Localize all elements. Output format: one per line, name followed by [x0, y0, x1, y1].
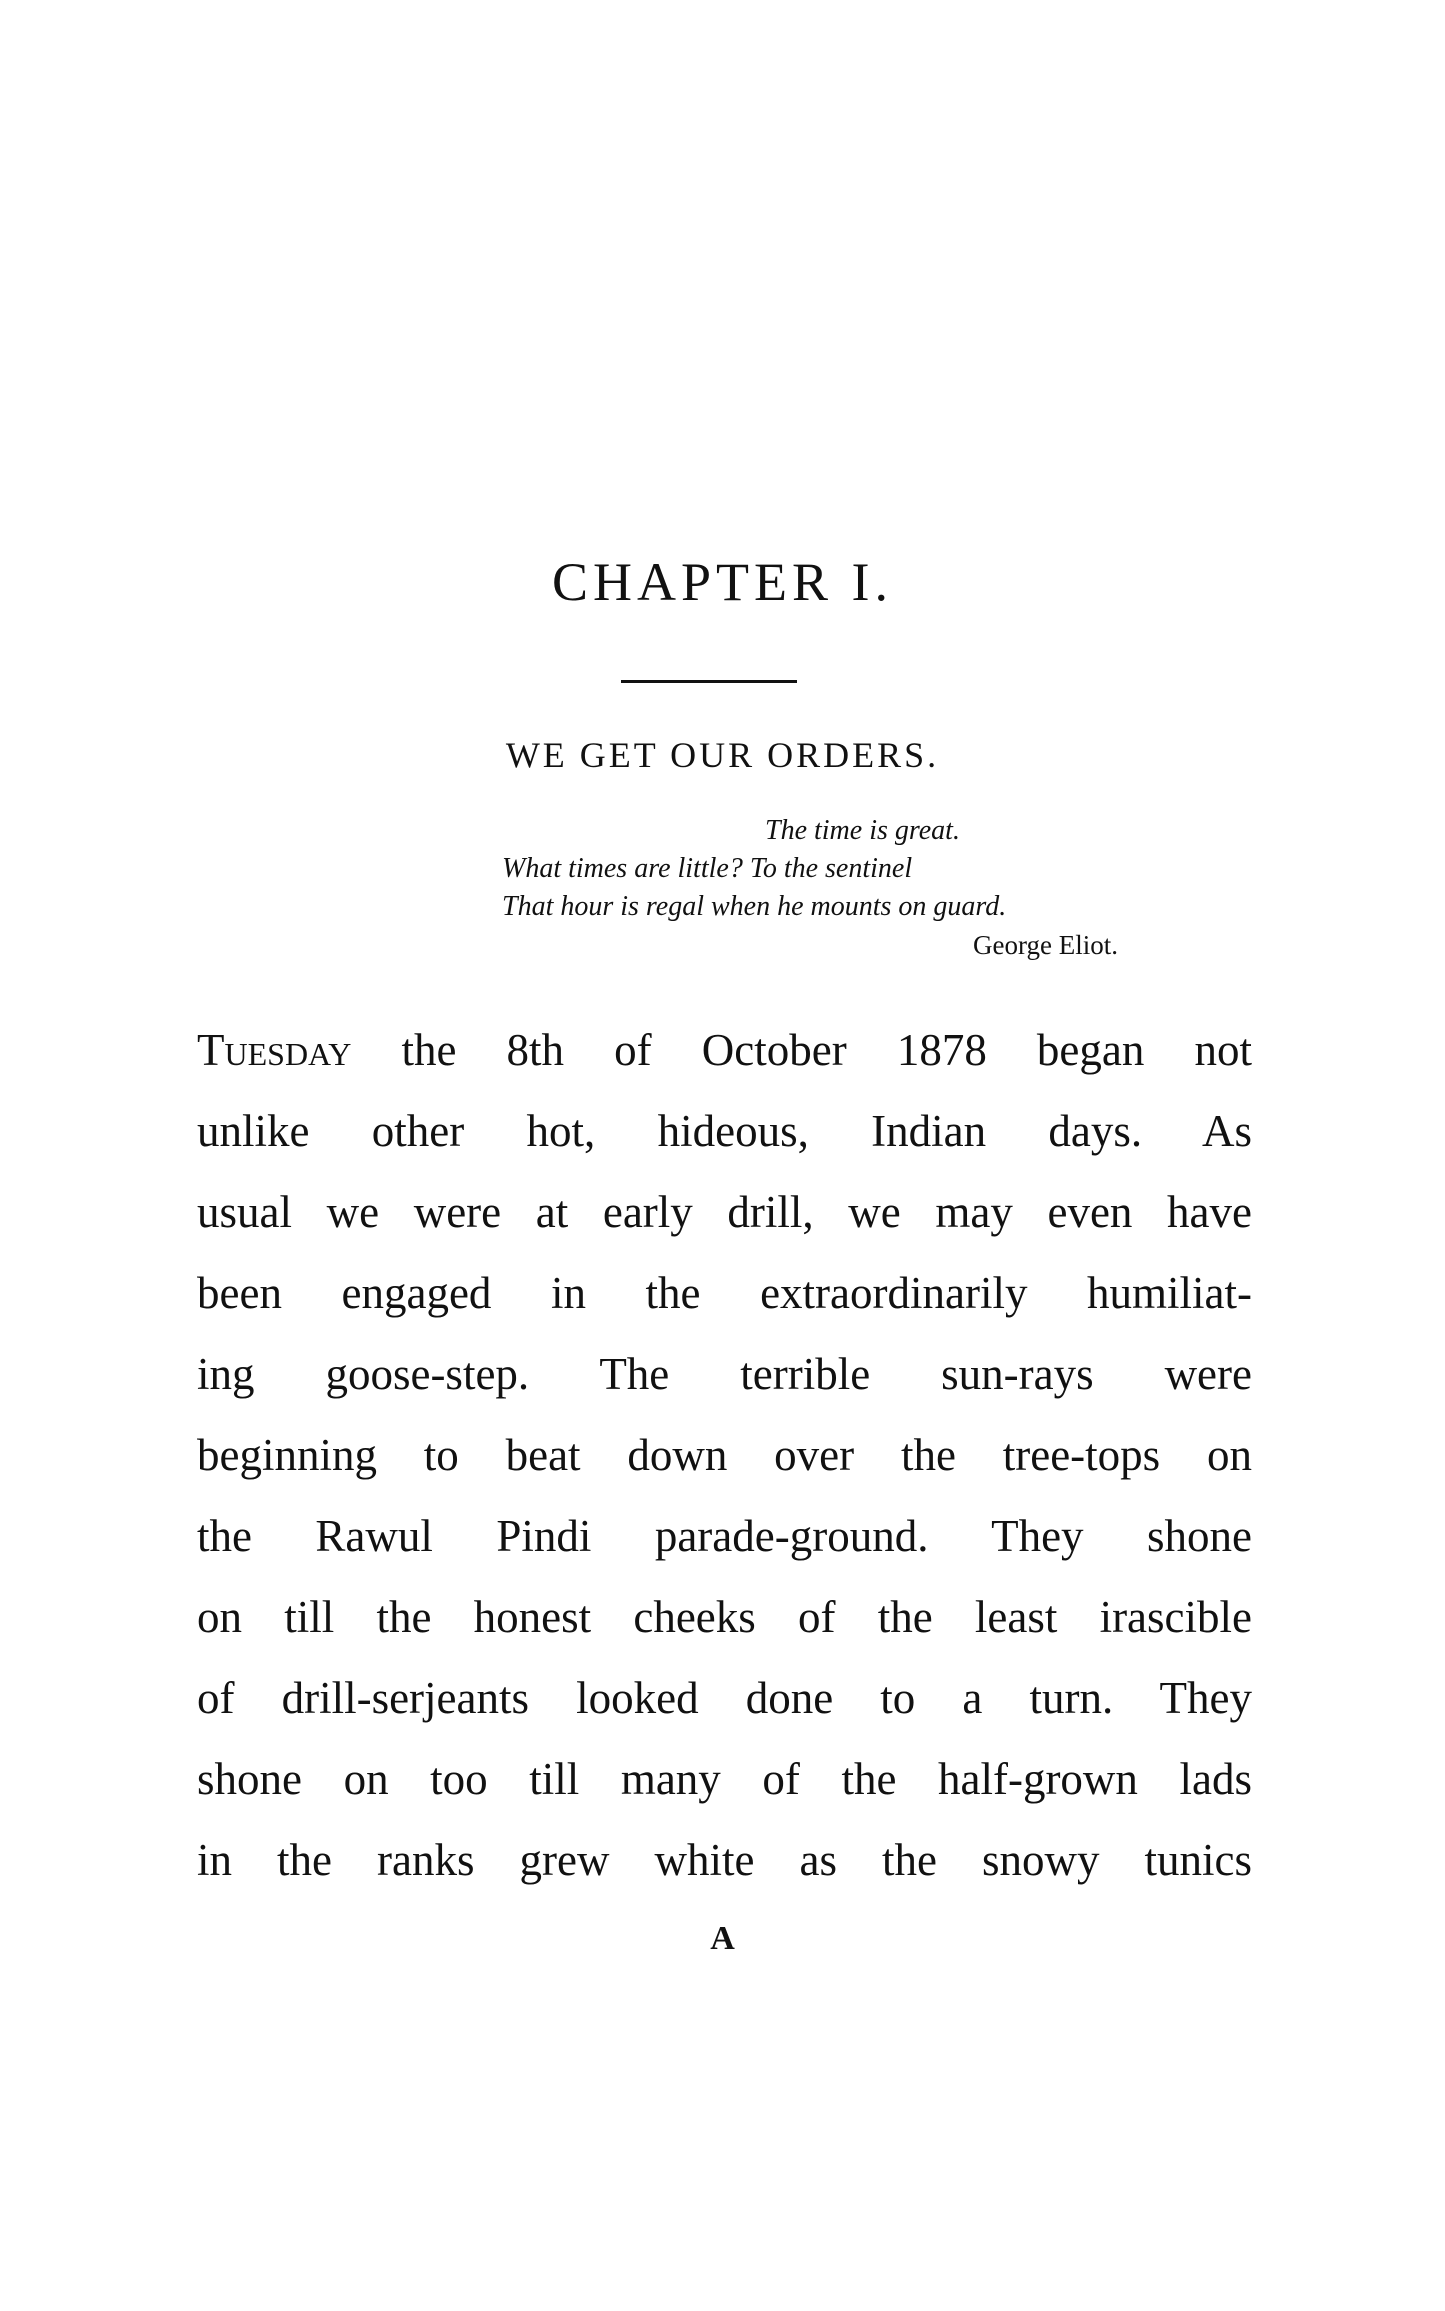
body-line: been engaged in the extraordinarily humiliat- — [197, 1268, 1252, 1318]
body-line: in the ranks grew white as the snowy tunics — [197, 1835, 1252, 1885]
body-line: shone on too till many of the half-grown lads — [197, 1754, 1252, 1804]
epigraph — [480, 812, 1240, 964]
body-paragraph — [197, 1010, 1252, 1901]
opening-word: Tuesday — [197, 1025, 352, 1075]
title-rule — [621, 680, 797, 683]
body-line: on till the honest cheeks of the least irascible — [197, 1592, 1252, 1642]
body-line: ing goose-step. The terrible sun-rays were — [197, 1349, 1252, 1399]
body-line: the Rawul Pindi parade-ground. They shone — [197, 1511, 1252, 1561]
body-line: beginning to beat down over the tree-tops on — [197, 1430, 1252, 1480]
body-line: of drill-serjeants looked done to a turn. They — [197, 1673, 1252, 1723]
epigraph-line: That hour is regal when he mounts on guard. — [502, 891, 1007, 922]
epigraph-line: What times are little? To the sentinel — [502, 853, 913, 884]
signature-mark: A — [710, 1920, 735, 1957]
chapter-subtitle: WE GET OUR ORDERS. — [505, 735, 940, 775]
first-line-text: the 8th of October 1878 began not — [351, 1025, 1252, 1075]
epigraph-attribution: George Eliot. — [973, 930, 1118, 960]
chapter-title: CHAPTER I. — [551, 552, 893, 612]
epigraph-line: The time is great. — [765, 815, 960, 846]
body-line — [197, 1010, 1252, 1091]
body-line: unlike other hot, hideous, Indian days. As — [197, 1106, 1252, 1156]
body-line: usual we were at early drill, we may even have — [197, 1187, 1252, 1237]
